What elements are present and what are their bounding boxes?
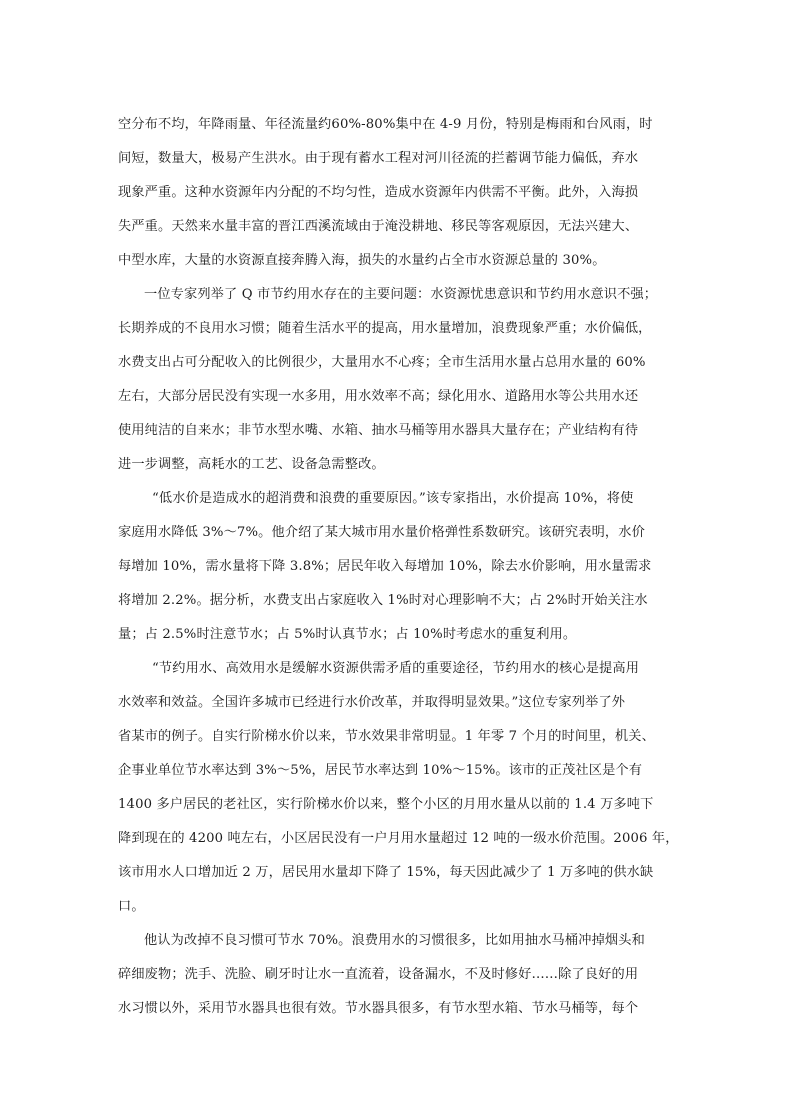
text-line: 该市用水人口增加近 2 万，居民用水量却下降了 15%，每天因此减少了 1 万多吨的供水缺: [118, 865, 654, 880]
text-line: 空分布不均，年降雨量、年径流量约60%-80%集中在 4-9 月份，特别是梅雨和台风雨，时: [118, 117, 653, 132]
text-line: 口。: [118, 899, 145, 914]
text-line: 长期养成的不良用水习惯；随着生活水平的提高，用水量增加，浪费现象严重；水价偏低，: [118, 321, 652, 336]
paragraph-habits: [118, 924, 678, 1026]
paragraph-tiered-pricing: [118, 652, 678, 924]
document-body: [118, 108, 678, 1026]
text-line: 1400 多户居民的老社区，实行阶梯水价以来，整个小区的月用水量从以前的 1.4 万多吨下: [118, 797, 654, 812]
text-line: 省某市的例子。自实行阶梯水价以来，节水效果非常明显。1 年零 7 个月的时间里，机关、: [118, 729, 655, 744]
paragraph-main-problems: [118, 278, 678, 482]
text-line: 失严重。天然来水量丰富的晋江西溪流域由于淹没耕地、移民等客观原因，无法兴建大、: [118, 219, 639, 234]
text-line: 水费支出占可分配收入的比例很少，大量用水不心疼；全市生活用水量占总用水量的 60%: [118, 355, 646, 370]
text-line: 水习惯以外，采用节水器具也很有效。节水器具很多，有节水型水箱、节水马桶等，每个: [118, 1001, 639, 1016]
text-line: 企事业单位节水率达到 3%～5%，居民节水率达到 10%～15%。该市的正茂社区是个有: [118, 763, 643, 778]
text-line: 间短，数量大，极易产生洪水。由于现有蓄水工程对河川径流的拦蓄调节能力偏低，弃水: [118, 151, 639, 166]
text-line: 一位专家列举了 Q 市节约用水存在的主要问题：水资源忧患意识和节约用水意识不强；: [144, 287, 658, 302]
text-line: 家庭用水降低 3%～7%。他介绍了某大城市用水量价格弹性系数研究。该研究表明，水价: [118, 525, 645, 540]
text-line: 将增加 2.2%。据分析，水费支出占家庭收入 1%时对心理影响不大；占 2%时开始关注水: [118, 593, 648, 608]
text-line: “节约用水、高效用水是缓解水资源供需矛盾的重要途径，节约用水的核心是提高用: [152, 661, 640, 676]
text-line: 使用纯洁的自来水；非节水型水嘴、水箱、抽水马桶等用水器具大量存在；产业结构有待: [118, 423, 639, 438]
text-line: “低水价是造成水的超消费和浪费的重要原因。”该专家指出，水价提高 10%，将使: [152, 491, 634, 506]
text-line: 降到现在的 4200 吨左右，小区居民没有一户月用水量超过 12 吨的一级水价范围。2006 年，: [118, 831, 679, 846]
text-line: 他认为改掉不良习惯可节水 70%。浪费用水的习惯很多，比如用抽水马桶冲掉烟头和: [144, 933, 645, 948]
text-line: 中型水库，大量的水资源直接奔腾入海，损失的水量约占全市水资源总量的 30%。: [118, 253, 606, 268]
text-line: 进一步调整，高耗水的工艺、设备急需整改。: [118, 457, 385, 472]
text-line: 碎细废物；洗手、洗脸、刷牙时让水一直流着，设备漏水，不及时修好……除了良好的用: [118, 967, 639, 982]
text-line: 量；占 2.5%时注意节水；占 5%时认真节水；占 10%时考虑水的重复利用。: [118, 627, 577, 642]
text-line: 水效率和效益。全国许多城市已经进行水价改革，并取得明显效果。”这位专家列举了外: [118, 695, 626, 710]
paragraph-water-distribution: [118, 108, 678, 278]
text-line: 现象严重。这种水资源年内分配的不均匀性，造成水资源年内供需不平衡。此外，入海损: [118, 185, 639, 200]
text-line: 左右，大部分居民没有实现一水多用，用水效率不高；绿化用水、道路用水等公共用水还: [118, 389, 639, 404]
paragraph-low-price: [118, 482, 678, 652]
text-line: 每增加 10%，需水量将下降 3.8%；居民年收入每增加 10%，除去水价影响，用水量需求: [118, 559, 652, 574]
